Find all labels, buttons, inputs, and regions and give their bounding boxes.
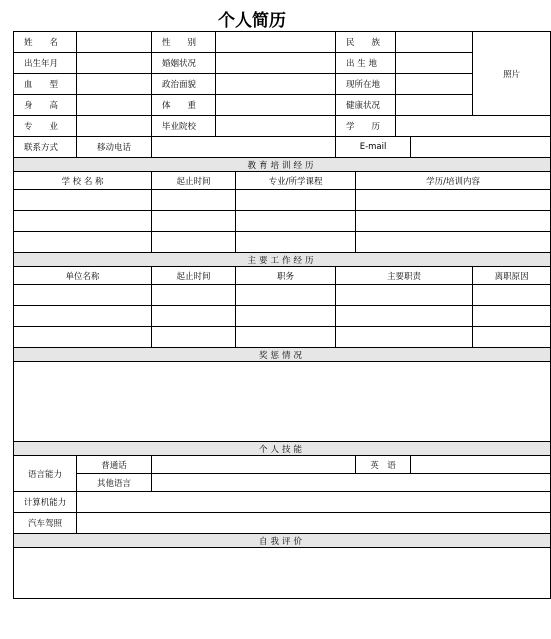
awards-field[interactable]: [14, 362, 551, 442]
skills-section-header: 个人技能: [14, 442, 551, 456]
self-eval-field[interactable]: [14, 548, 551, 599]
edu-cell[interactable]: [236, 232, 356, 253]
work-cell[interactable]: [336, 306, 473, 327]
health-label: 健康状况: [336, 95, 396, 116]
photo-box[interactable]: 照片: [473, 32, 551, 116]
work-cell[interactable]: [14, 285, 152, 306]
email-label: E-mail: [336, 137, 411, 158]
resume-table: [13, 31, 529, 599]
school-label: 毕业院校: [152, 116, 216, 137]
work-cell[interactable]: [236, 285, 336, 306]
work-cell[interactable]: [152, 306, 236, 327]
edu-cell[interactable]: [14, 190, 152, 211]
health-field[interactable]: [396, 95, 473, 116]
birth-field[interactable]: [77, 53, 152, 74]
edu-cell[interactable]: [152, 190, 236, 211]
email-field[interactable]: [411, 137, 551, 158]
edu-cell[interactable]: [356, 211, 551, 232]
work-header-position: 职务: [236, 267, 336, 285]
work-cell[interactable]: [473, 327, 551, 348]
work-cell[interactable]: [152, 285, 236, 306]
mobile-field[interactable]: [152, 137, 336, 158]
work-cell[interactable]: [236, 306, 336, 327]
edu-cell[interactable]: [152, 232, 236, 253]
self-eval-section-header: 自我评价: [14, 534, 551, 548]
ethnicity-label: 民 族: [336, 32, 396, 53]
gender-field[interactable]: [216, 32, 336, 53]
work-cell[interactable]: [152, 327, 236, 348]
height-field[interactable]: [77, 95, 152, 116]
ethnicity-field[interactable]: [396, 32, 473, 53]
education-section-header: 教育培训经历: [14, 158, 551, 172]
gender-label: 性 别: [152, 32, 216, 53]
work-header-period: 起止时间: [152, 267, 236, 285]
name-field[interactable]: [77, 32, 152, 53]
birthplace-field[interactable]: [396, 53, 473, 74]
edu-header-school: 学 校 名 称: [14, 172, 152, 190]
contact-label: 联系方式: [14, 137, 77, 158]
other-language-label: 其他语言: [77, 474, 152, 492]
weight-field[interactable]: [216, 95, 336, 116]
language-label: 语言能力: [14, 456, 77, 492]
height-label: 身 高: [14, 95, 77, 116]
major-label: 专 业: [14, 116, 77, 137]
major-field[interactable]: [77, 116, 152, 137]
degree-label: 学 历: [336, 116, 396, 137]
computer-skill-label: 计算机能力: [14, 492, 77, 513]
political-label: 政治面貌: [152, 74, 216, 95]
marital-label: 婚姻状况: [152, 53, 216, 74]
edu-cell[interactable]: [14, 211, 152, 232]
work-cell[interactable]: [473, 306, 551, 327]
computer-skill-field[interactable]: [77, 492, 551, 513]
name-label: 姓 名: [14, 32, 77, 53]
edu-cell[interactable]: [356, 232, 551, 253]
degree-field[interactable]: [396, 116, 551, 137]
edu-cell[interactable]: [236, 211, 356, 232]
blood-field[interactable]: [77, 74, 152, 95]
birth-label: 出生年月: [14, 53, 77, 74]
political-field[interactable]: [216, 74, 336, 95]
edu-cell[interactable]: [356, 190, 551, 211]
residence-label: 现所在地: [336, 74, 396, 95]
work-cell[interactable]: [336, 285, 473, 306]
driving-license-field[interactable]: [77, 513, 551, 534]
english-label: 英 语: [356, 456, 411, 474]
mobile-label: 移动电话: [77, 137, 152, 158]
school-field[interactable]: [216, 116, 336, 137]
work-header-company: 单位名称: [14, 267, 152, 285]
awards-section-header: 奖惩情况: [14, 348, 551, 362]
work-cell[interactable]: [473, 285, 551, 306]
mandarin-label: 普通话: [77, 456, 152, 474]
edu-header-major: 专业/所学课程: [236, 172, 356, 190]
weight-label: 体 重: [152, 95, 216, 116]
edu-cell[interactable]: [14, 232, 152, 253]
other-language-field[interactable]: [152, 474, 551, 492]
mandarin-field[interactable]: [152, 456, 356, 474]
edu-cell[interactable]: [152, 211, 236, 232]
work-cell[interactable]: [14, 327, 152, 348]
driving-license-label: 汽车驾照: [14, 513, 77, 534]
edu-header-degree: 学历/培训内容: [356, 172, 551, 190]
work-cell[interactable]: [236, 327, 336, 348]
english-field[interactable]: [411, 456, 551, 474]
edu-cell[interactable]: [236, 190, 356, 211]
marital-field[interactable]: [216, 53, 336, 74]
residence-field[interactable]: [396, 74, 473, 95]
page-title: 个人简历: [218, 11, 286, 31]
edu-header-period: 起止时间: [152, 172, 236, 190]
work-header-duties: 主要职责: [336, 267, 473, 285]
work-cell[interactable]: [14, 306, 152, 327]
work-header-reason: 离职原因: [473, 267, 551, 285]
birthplace-label: 出 生 地: [336, 53, 396, 74]
work-cell[interactable]: [336, 327, 473, 348]
work-section-header: 主要工作经历: [14, 253, 551, 267]
blood-label: 血 型: [14, 74, 77, 95]
